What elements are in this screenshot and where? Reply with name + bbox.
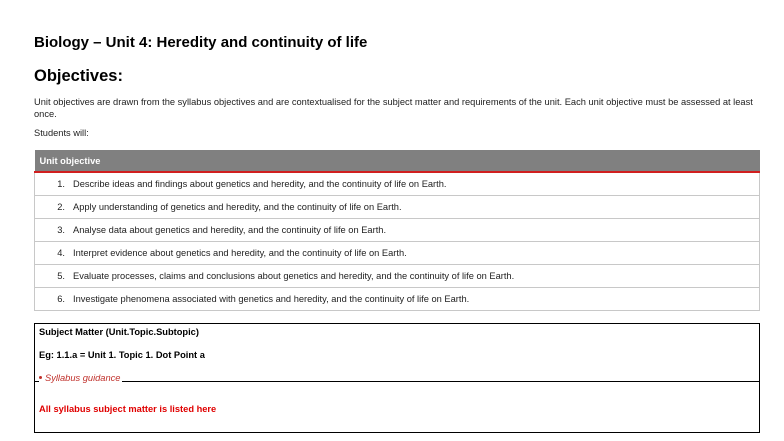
- table-row: [35, 172, 760, 196]
- objective-text: Evaluate processes, claims and conclusions about genetics and heredity, and the continuity of life on Earth.: [73, 271, 515, 281]
- objectives-heading: Objectives:: [34, 67, 123, 85]
- table-row: [35, 196, 760, 219]
- objective-text: Analyse data about genetics and heredity, and the continuity of life on Earth.: [73, 225, 387, 235]
- objective-cell: [35, 172, 760, 196]
- syllabus-guidance: [39, 373, 122, 383]
- objective-number: 1.: [57, 179, 65, 189]
- objective-text: Apply understanding of genetics and heredity, and the continuity of life on Earth.: [73, 202, 402, 212]
- objective-number: 6.: [57, 294, 65, 304]
- objective-cell: [35, 196, 760, 219]
- objective-number: 2.: [57, 202, 65, 212]
- objective-text: Investigate phenomena associated with genetics and heredity, and the continuity of life on Earth.: [73, 294, 470, 304]
- objective-text: Describe ideas and findings about genetics and heredity, and the continuity of life on Earth.: [73, 179, 447, 189]
- syllabus-guidance-text: Syllabus guidance: [45, 373, 121, 383]
- unit-objectives-table: [34, 150, 760, 311]
- objective-cell: [35, 265, 760, 288]
- students-will-label: Students will:: [34, 128, 89, 138]
- subject-matter-example: Eg: 1.1.a = Unit 1. Topic 1. Dot Point a: [39, 350, 205, 360]
- table-row: [35, 265, 760, 288]
- bullet-icon: [39, 376, 42, 379]
- subject-matter-note: All syllabus subject matter is listed here: [39, 404, 217, 414]
- unit-objective-header: Unit objective: [35, 150, 760, 172]
- objective-cell: [35, 288, 760, 311]
- objective-cell: [35, 242, 760, 265]
- intro-paragraph: Unit objectives are drawn from the syllabus objectives and are contextualised for the subject matter and requirements of the unit. Each unit objective must be assessed at least once.: [34, 97, 753, 119]
- table-header-row: [35, 150, 760, 172]
- subject-matter-title: Subject Matter (Unit.Topic.Subtopic): [39, 327, 199, 337]
- table-row: [35, 288, 760, 311]
- objective-number: 4.: [57, 248, 65, 258]
- subject-matter-divider: [35, 381, 759, 382]
- objective-text: Interpret evidence about genetics and heredity, and the continuity of life on Earth.: [73, 248, 407, 258]
- document-title: Biology – Unit 4: Heredity and continuity of life: [34, 34, 368, 51]
- objective-cell: [35, 219, 760, 242]
- table-row: [35, 242, 760, 265]
- table-row: [35, 219, 760, 242]
- objective-number: 5.: [57, 271, 65, 281]
- subject-matter-box: [34, 323, 760, 433]
- objective-number: 3.: [57, 225, 65, 235]
